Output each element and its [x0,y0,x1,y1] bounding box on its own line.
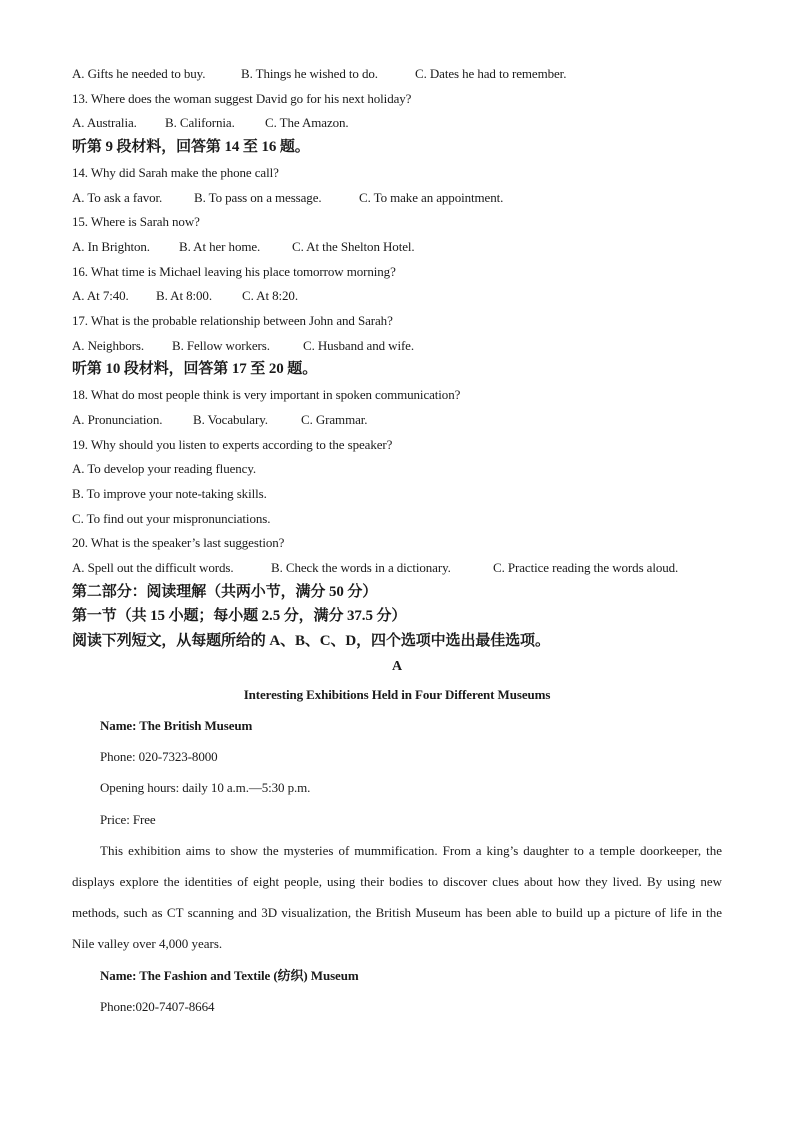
q20-option-b: B. Check the words in a dictionary. [271,560,451,575]
q12-option-b: B. Things he wished to do. [241,66,378,81]
q20-options [72,560,678,576]
q16-option-b: B. At 8:00. [156,288,212,303]
q17-question: 17. What is the probable relationship between John and Sarah? [72,313,393,328]
q15-options [72,239,415,255]
q14-options [72,190,503,206]
passage-title: Interesting Exhibitions Held in Four Different Museums [243,687,551,702]
q16-options [72,288,298,304]
q18-question: 18. What do most people think is very important in spoken communication? [72,387,461,402]
museum1-phone: Phone: 020-7323-8000 [100,749,218,764]
q13-option-c: C. The Amazon. [265,115,349,130]
reading-section-title: 第一节（共 15 小题；每小题 2.5 分，满分 37.5 分） [72,608,407,624]
q15-option-b: B. At her home. [179,239,261,254]
q20-question: 20. What is the speaker’s last suggestion? [72,535,285,550]
q16-question: 16. What time is Michael leaving his place tomorrow morning? [72,264,396,279]
q18-option-c: C. Grammar. [301,412,368,427]
museum1-hours: Opening hours: daily 10 a.m.—5:30 p.m. [100,780,311,795]
q15-option-c: C. At the Shelton Hotel. [292,239,415,254]
q14-question: 14. Why did Sarah make the phone call? [72,165,279,180]
q12-options [72,66,566,82]
passage-letter: A [391,659,402,674]
q20-option-a: A. Spell out the difficult words. [72,560,234,575]
section-9-heading: 听第 9 段材料，回答第 14 至 16 题。 [72,139,310,155]
q14-option-a: A. To ask a favor. [72,190,163,205]
q17-option-a: A. Neighbors. [72,338,144,353]
q13-options [72,115,349,131]
q14-option-c: C. To make an appointment. [359,190,504,205]
q13-question: 13. Where does the woman suggest David go for his next holiday? [72,91,412,106]
q19-option-b: B. To improve your note-taking skills. [72,486,267,501]
q17-option-b: B. Fellow workers. [172,338,270,353]
museum1-name: Name: The British Museum [100,718,253,733]
q18-option-a: A. Pronunciation. [72,412,163,427]
reading-instruction: 阅读下列短文，从每题所给的 A、B、C、D，四个选项中选出最佳选项。 [72,633,550,649]
q12-option-a: A. Gifts he needed to buy. [72,66,206,81]
q12-option-c: C. Dates he had to remember. [415,66,567,81]
q16-option-a: A. At 7:40. [72,288,129,303]
q14-option-b: B. To pass on a message. [194,190,322,205]
section-10-heading: 听第 10 段材料，回答第 17 至 20 题。 [72,361,318,377]
q19-question: 19. Why should you listen to experts according to the speaker? [72,437,393,452]
museum2-name: Name: The Fashion and Textile (纺织) Museum [100,968,359,983]
q19-option-c: C. To find out your mispronunciations. [72,511,271,526]
q15-option-a: A. In Brighton. [72,239,150,254]
q13-option-b: B. California. [165,115,235,130]
q13-option-a: A. Australia. [72,115,137,130]
q18-options [72,412,367,428]
q16-option-c: C. At 8:20. [242,288,298,303]
museum2-phone: Phone:020-7407-8664 [100,999,215,1014]
q17-options [72,338,414,354]
q20-option-c: C. Practice reading the words aloud. [493,560,679,575]
museum1-price: Price: Free [100,812,156,827]
q19-option-a: A. To develop your reading fluency. [72,461,257,476]
q17-option-c: C. Husband and wife. [303,338,415,353]
q18-option-b: B. Vocabulary. [193,412,268,427]
q15-question: 15. Where is Sarah now? [72,214,200,229]
museum1-description: This exhibition aims to show the mysteries of mummification. From a king’s daughter to a temple doorkeeper, the displays explore the identities of eight people, using their bodies to discover clues about how they lived. By using new methods, such as CT scanning and 3D visualization, the British Museum has been able to build up a picture of life in the Nile valley over 4,000 years. [72,843,722,951]
reading-part-title: 第二部分：阅读理解（共两小节，满分 50 分） [72,584,378,600]
